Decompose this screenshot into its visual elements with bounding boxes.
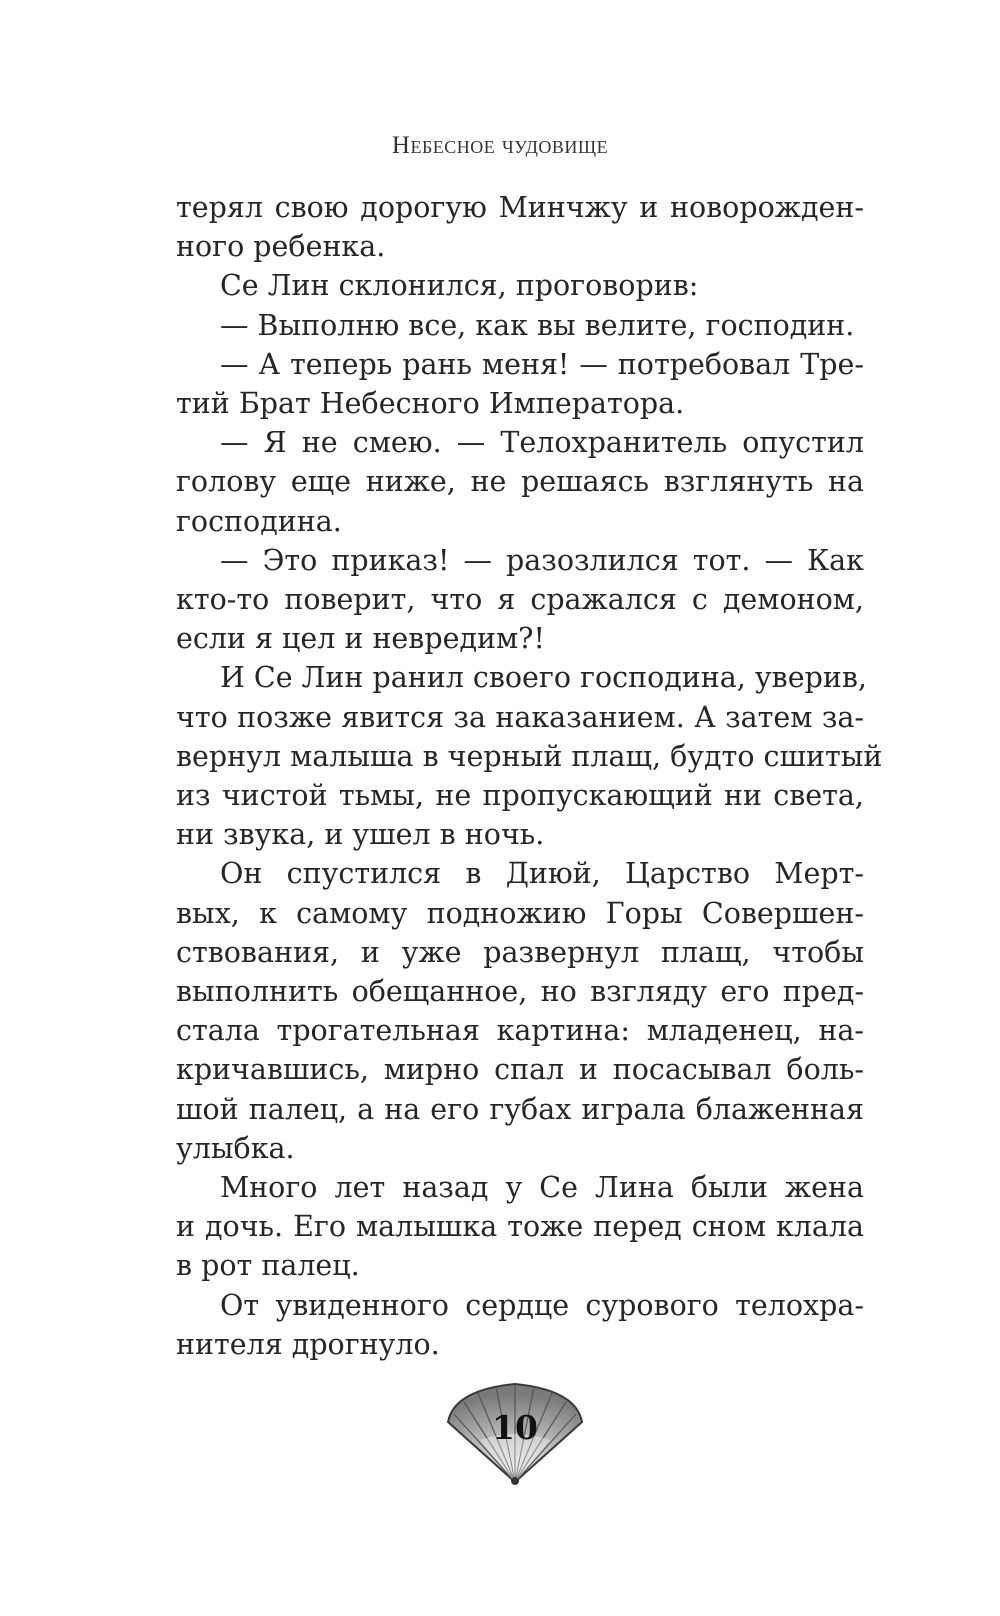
- text-line: шой палец, а на его губах играла блаженная: [176, 1092, 864, 1126]
- text-line: — Выполню все, как вы велите, господин.: [220, 308, 855, 342]
- body-text: [176, 188, 883, 1364]
- text-line: — Это приказ! — разозлился тот. — Как: [220, 543, 864, 577]
- text-line: стала трогательная картина: младенец, на-: [176, 1014, 864, 1048]
- text-line: господина.: [176, 504, 342, 538]
- text-line: кто-то поверит, что я сражался с демоном,: [176, 583, 864, 617]
- text-line: вернул малыша в черный плащ, будто сшитый: [176, 739, 883, 773]
- text-line: — А теперь рань меня! — потребовал Тре-: [220, 347, 864, 381]
- text-line: из чистой тьмы, не пропускающий ни света,: [176, 779, 864, 813]
- text-line: — Я не смею. — Телохранитель опустил: [220, 426, 864, 460]
- text-line: ного ребенка.: [176, 230, 386, 264]
- text-line: в рот палец.: [176, 1249, 360, 1283]
- text-line: ни звука, и ушел в ночь.: [176, 818, 545, 852]
- text-line: И Се Лин ранил своего господина, уверив,: [220, 661, 867, 695]
- text-line: и дочь. Его малышка тоже перед сном клала: [176, 1210, 864, 1244]
- text-line: нителя дрогнуло.: [176, 1327, 440, 1361]
- text-line: голову еще ниже, не решаясь взглянуть на: [176, 465, 864, 499]
- text-line: выполнить обещанное, но взгляду его пред-: [176, 975, 864, 1009]
- text-line: если я цел и невредим?!: [176, 622, 545, 656]
- text-line: что позже явится за наказанием. А затем за-: [176, 700, 864, 734]
- running-head: Небесное чудовище: [391, 132, 609, 159]
- page-folio: [440, 1380, 590, 1490]
- text-line: Се Лин склонился, проговорив:: [220, 269, 699, 303]
- text-line: терял свою дорогую Минчжу и новорожден-: [176, 191, 864, 224]
- text-line: тий Брат Небесного Императора.: [176, 387, 685, 421]
- text-line: кричавшись, мирно спал и посасывал боль-: [176, 1053, 864, 1087]
- text-line: Он спустился в Диюй, Царство Мерт-: [220, 857, 864, 891]
- text-line: вых, к самому подножию Горы Совершен-: [176, 896, 864, 930]
- text-line: От увиденного сердце сурового телохра-: [220, 1288, 864, 1322]
- page-number: 10: [492, 1408, 538, 1447]
- text-line: улыбка.: [176, 1131, 295, 1165]
- text-line: Много лет назад у Се Лина были жена: [220, 1171, 864, 1205]
- text-line: ствования, и уже развернул плащ, чтобы: [176, 935, 864, 969]
